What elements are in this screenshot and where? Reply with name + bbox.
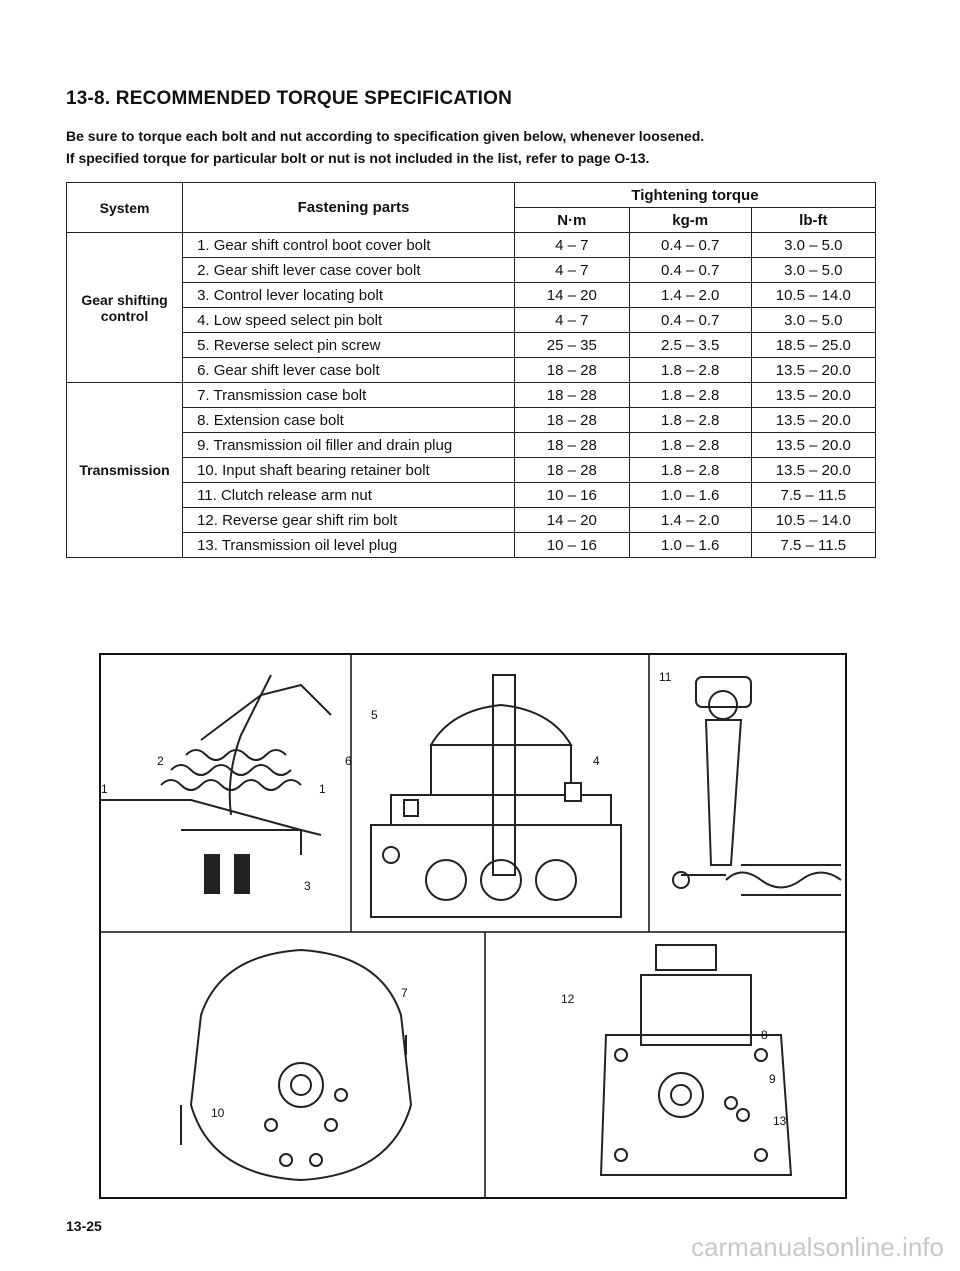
callout-label: 6 (345, 754, 352, 768)
table-row (67, 458, 876, 483)
page-number: 13-25 (66, 1218, 102, 1234)
intro-line-1: Be sure to torque each bolt and nut according to specification given below, whenever loosened. (66, 128, 705, 144)
lever-case-drawing (371, 675, 621, 917)
nm-cell: 10 – 16 (514, 483, 629, 508)
lbft-cell: 3.0 – 5.0 (751, 258, 875, 283)
nm-cell: 14 – 20 (514, 508, 629, 533)
table-row (67, 383, 876, 408)
callout-label: 12 (561, 992, 575, 1006)
lbft-cell: 3.0 – 5.0 (751, 308, 875, 333)
header-system: System (67, 183, 183, 233)
part-cell: 1. Gear shift control boot cover bolt (183, 233, 515, 258)
part-cell: 7. Transmission case bolt (183, 383, 515, 408)
table-row (67, 308, 876, 333)
part-cell: 11. Clutch release arm nut (183, 483, 515, 508)
part-cell: 10. Input shaft bearing retainer bolt (183, 458, 515, 483)
lbft-cell: 7.5 – 11.5 (751, 483, 875, 508)
page-title: 13-8. RECOMMENDED TORQUE SPECIFICATION (66, 88, 513, 109)
part-cell: 4. Low speed select pin bolt (183, 308, 515, 333)
lbft-cell: 3.0 – 5.0 (751, 233, 875, 258)
kgm-cell: 1.8 – 2.8 (629, 408, 751, 433)
lbft-cell: 10.5 – 14.0 (751, 283, 875, 308)
header-unit-nm: N·m (514, 208, 629, 233)
table-row (67, 333, 876, 358)
callout-label: 1 (101, 782, 108, 796)
callout-label: 10 (211, 1106, 225, 1120)
shift-boot-drawing (101, 675, 331, 893)
callout-label: 3 (304, 879, 311, 893)
part-cell: 13. Transmission oil level plug (183, 533, 515, 558)
callout-label: 9 (769, 1072, 776, 1086)
callout-label: 4 (593, 754, 600, 768)
kgm-cell: 1.0 – 1.6 (629, 483, 751, 508)
release-arm-drawing (673, 677, 841, 895)
table-row (67, 433, 876, 458)
header-fastening-parts: Fastening parts (183, 183, 515, 233)
nm-cell: 4 – 7 (514, 308, 629, 333)
table-row (67, 508, 876, 533)
callout-label: 7 (401, 986, 408, 1000)
callout-label: 2 (157, 754, 164, 768)
header-unit-lbft: lb-ft (751, 208, 875, 233)
part-cell: 3. Control lever locating bolt (183, 283, 515, 308)
table-row (67, 483, 876, 508)
part-cell: 8. Extension case bolt (183, 408, 515, 433)
lbft-cell: 13.5 – 20.0 (751, 358, 875, 383)
nm-cell: 18 – 28 (514, 383, 629, 408)
illustration-svg (101, 655, 845, 1197)
nm-cell: 18 – 28 (514, 358, 629, 383)
nm-cell: 4 – 7 (514, 233, 629, 258)
lbft-cell: 13.5 – 20.0 (751, 408, 875, 433)
nm-cell: 18 – 28 (514, 408, 629, 433)
kgm-cell: 0.4 – 0.7 (629, 258, 751, 283)
lbft-cell: 13.5 – 20.0 (751, 383, 875, 408)
extension-case-drawing (601, 945, 791, 1175)
table-row (67, 283, 876, 308)
table-row (67, 258, 876, 283)
bell-housing-drawing (181, 950, 411, 1180)
lbft-cell: 18.5 – 25.0 (751, 333, 875, 358)
kgm-cell: 1.4 – 2.0 (629, 508, 751, 533)
nm-cell: 4 – 7 (514, 258, 629, 283)
part-cell: 9. Transmission oil filler and drain plug (183, 433, 515, 458)
nm-cell: 14 – 20 (514, 283, 629, 308)
callout-label: 11 (659, 670, 672, 684)
kgm-cell: 2.5 – 3.5 (629, 333, 751, 358)
intro-line-2: If specified torque for particular bolt or nut is not included in the list, refer to page O-13. (66, 150, 650, 166)
system-gear-shifting: Gear shifting control (67, 233, 183, 383)
nm-cell: 18 – 28 (514, 458, 629, 483)
part-cell: 5. Reverse select pin screw (183, 333, 515, 358)
system-transmission: Transmission (67, 383, 183, 558)
nm-cell: 25 – 35 (514, 333, 629, 358)
nm-cell: 18 – 28 (514, 433, 629, 458)
callout-label: 8 (761, 1028, 768, 1042)
lbft-cell: 10.5 – 14.0 (751, 508, 875, 533)
kgm-cell: 1.8 – 2.8 (629, 383, 751, 408)
nm-cell: 10 – 16 (514, 533, 629, 558)
lbft-cell: 13.5 – 20.0 (751, 458, 875, 483)
torque-table (66, 182, 876, 558)
callout-label: 5 (371, 708, 378, 722)
part-cell: 12. Reverse gear shift rim bolt (183, 508, 515, 533)
table-row (67, 233, 876, 258)
kgm-cell: 1.0 – 1.6 (629, 533, 751, 558)
table-row (67, 358, 876, 383)
lbft-cell: 7.5 – 11.5 (751, 533, 875, 558)
kgm-cell: 0.4 – 0.7 (629, 308, 751, 333)
kgm-cell: 1.4 – 2.0 (629, 283, 751, 308)
table-row (67, 533, 876, 558)
header-tightening-torque: Tightening torque (514, 183, 875, 208)
torque-location-illustration (99, 653, 847, 1199)
kgm-cell: 1.8 – 2.8 (629, 458, 751, 483)
kgm-cell: 1.8 – 2.8 (629, 358, 751, 383)
callout-label: 1 (319, 782, 326, 796)
part-cell: 2. Gear shift lever case cover bolt (183, 258, 515, 283)
callout-label: 13 (773, 1114, 787, 1128)
header-unit-kgm: kg-m (629, 208, 751, 233)
watermark: carmanualsonline.info (691, 1232, 944, 1262)
kgm-cell: 0.4 – 0.7 (629, 233, 751, 258)
kgm-cell: 1.8 – 2.8 (629, 433, 751, 458)
part-cell: 6. Gear shift lever case bolt (183, 358, 515, 383)
table-row (67, 408, 876, 433)
lbft-cell: 13.5 – 20.0 (751, 433, 875, 458)
